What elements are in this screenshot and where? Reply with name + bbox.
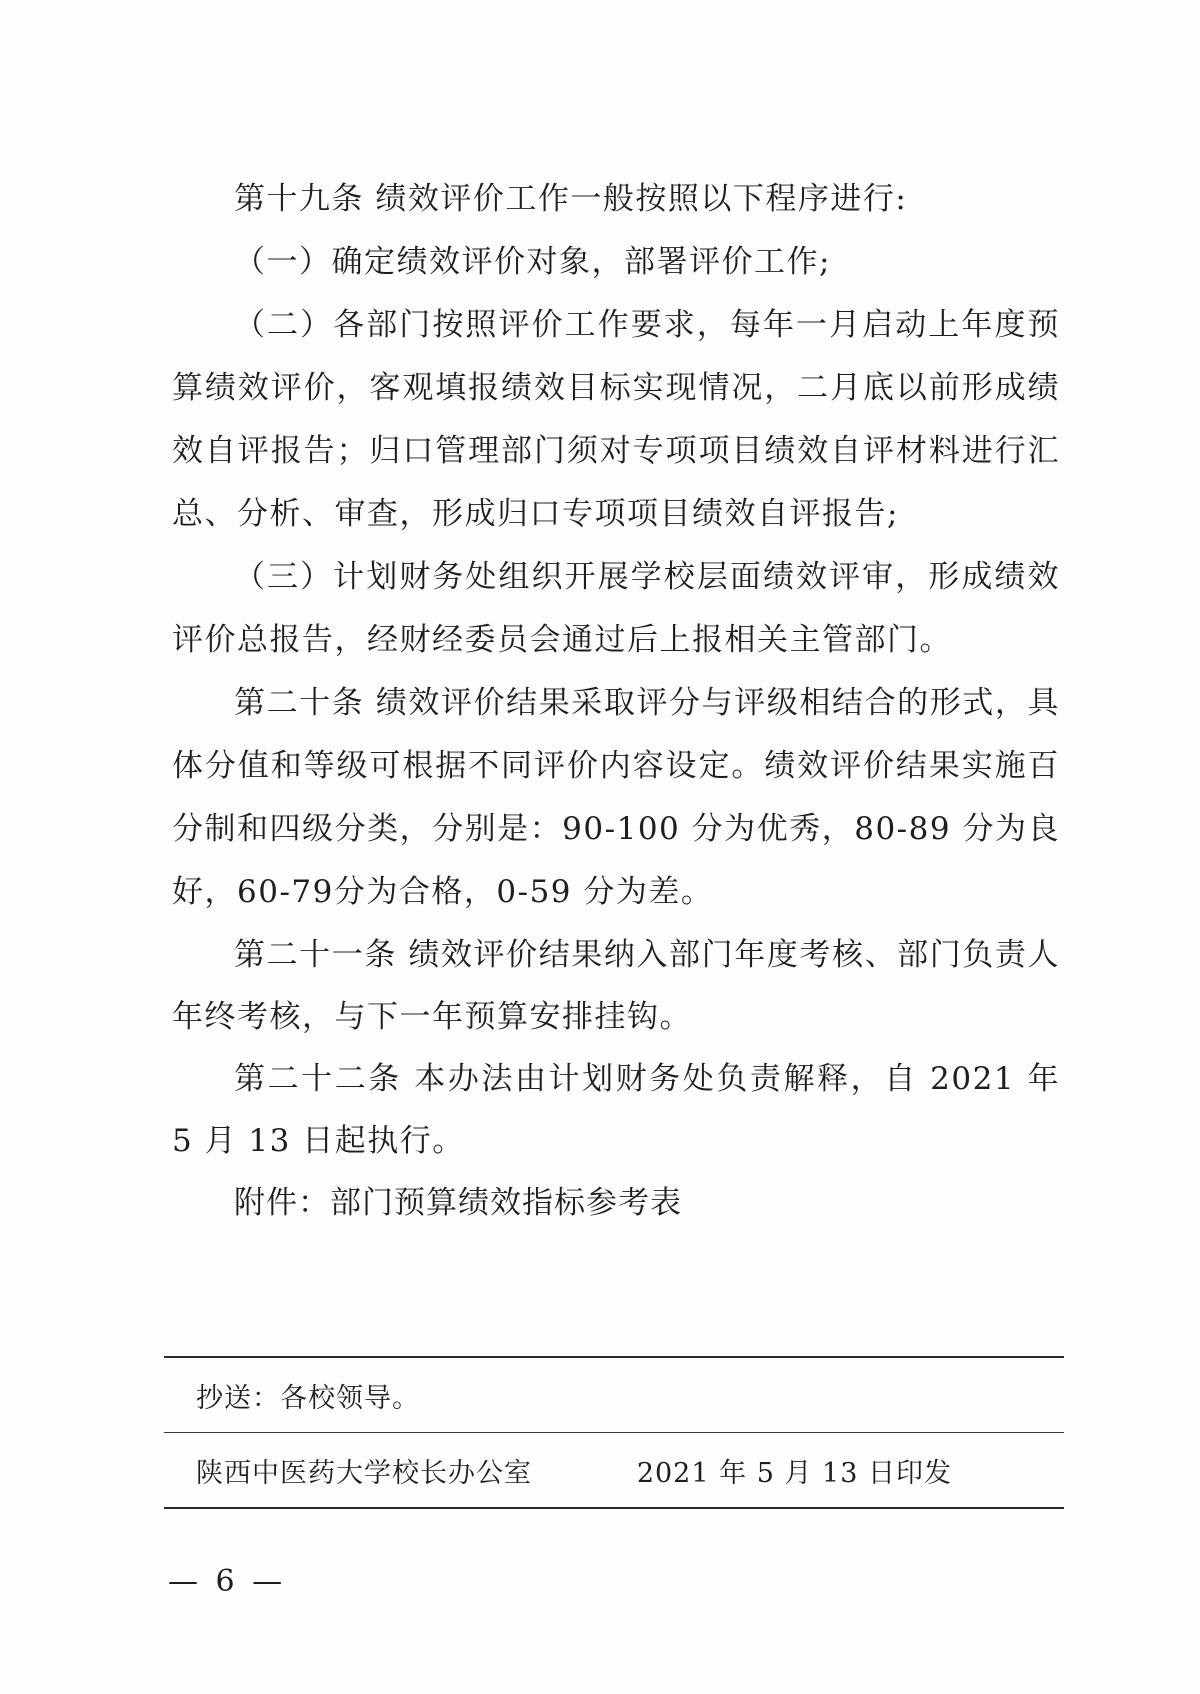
article-21: 第二十一条 绩效评价结果纳入部门年度考核、部门负责人年终考核，与下一年预算安排挂钩。 bbox=[172, 937, 1060, 1035]
attachment-line: 附件：部门预算绩效指标参考表 bbox=[234, 1185, 682, 1221]
footer-bottom-rule bbox=[164, 1507, 1064, 1509]
article-19-item-1: （一）确定绩效评价对象，部署评价工作; bbox=[234, 244, 831, 280]
issue-line bbox=[164, 1433, 1064, 1507]
cc-line: 抄送：各校领导。 bbox=[196, 1382, 420, 1414]
article-19: 第十九条 绩效评价工作一般按照以下程序进行: bbox=[234, 181, 908, 217]
issuer: 陕西中医药大学校长办公室 bbox=[196, 1457, 532, 1489]
article-22: 第二十二条 本办法由计划财务处负责解释，自 2021 年 5 月 13 日起执行。 bbox=[172, 1061, 1060, 1159]
article-19-item-2: （二）各部门按照评价工作要求，每年一月启动上年度预算绩效评价，客观填报绩效目标实现情况，二月底以前形成绩效自评报告；归口管理部门须对专项项目绩效自评材料进行汇总、分析、审查，形成归口专项项目绩效自评报告; bbox=[172, 307, 1060, 532]
document-footer bbox=[164, 1356, 1064, 1509]
article-20: 第二十条 绩效评价结果采取评分与评级相结合的形式，具体分值和等级可根据不同评价内容设定。绩效评价结果实施百分制和四级分类，分别是：90-100 分为优秀，80-89 分为良好，60-79分为合格，0-59 分为差。 bbox=[172, 685, 1060, 910]
issue-date: 2021 年 5 月 13 日印发 bbox=[636, 1457, 952, 1489]
article-19-item-3: （三）计划财务处组织开展学校层面绩效评审，形成绩效评价总报告，经财经委员会通过后上报相关主管部门。 bbox=[172, 559, 1060, 658]
page-number: — 6 — bbox=[168, 1564, 287, 1599]
document-body bbox=[172, 168, 1060, 1235]
